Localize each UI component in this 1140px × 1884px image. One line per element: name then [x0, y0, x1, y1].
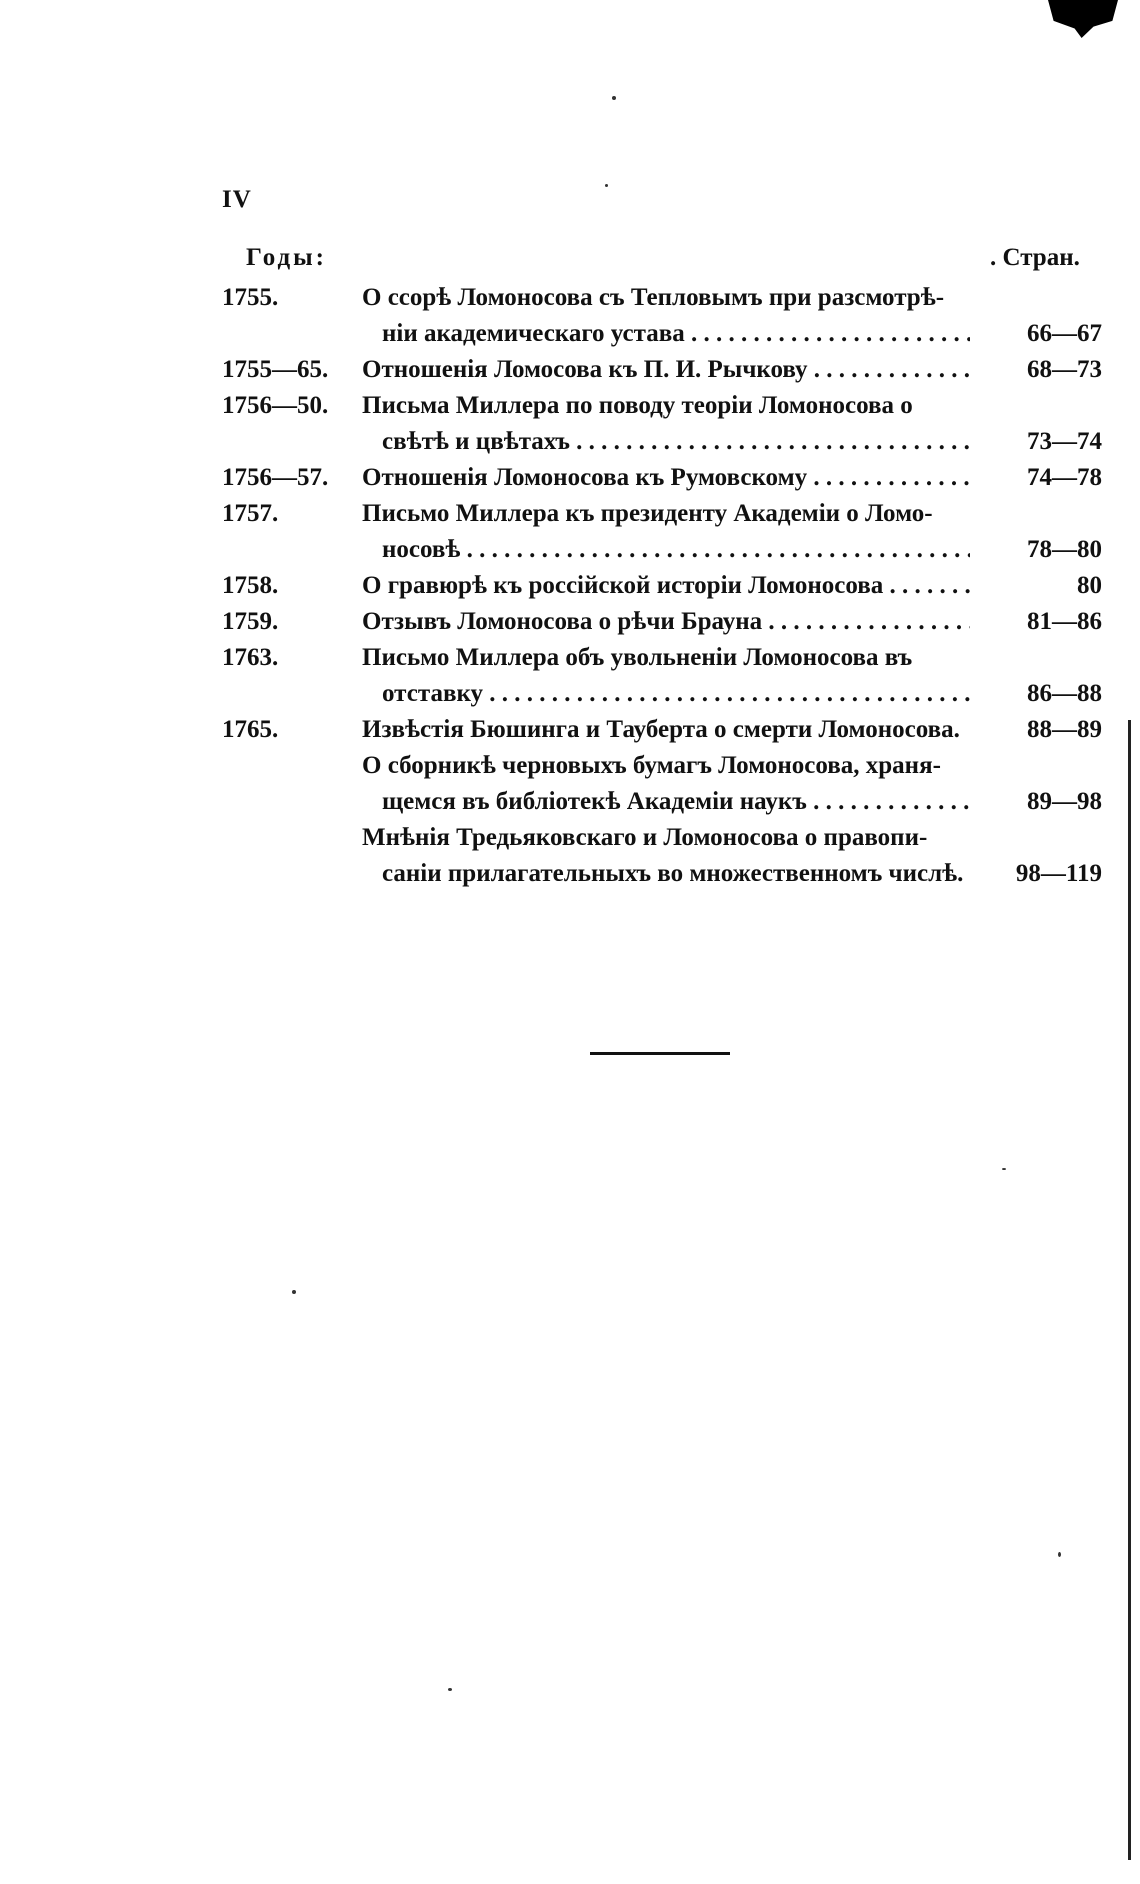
- toc-pages: 78—80: [1027, 536, 1102, 563]
- toc-title: щемся въ библіотекѣ Академіи наукъ . . .: [382, 784, 970, 820]
- toc-year: 1756—50.: [222, 392, 329, 419]
- toc-pages: 86—88: [1027, 680, 1102, 707]
- toc-year: 1755—65.: [222, 356, 329, 383]
- toc-line: [222, 352, 1102, 388]
- toc-line: [222, 856, 1102, 892]
- toc-title: саніи прилагательныхъ во множественномъ числѣ.: [382, 860, 964, 887]
- end-rule: [590, 1052, 730, 1055]
- scan-artifact: [1048, 0, 1118, 38]
- toc-pages: 73—74: [1027, 428, 1102, 455]
- speck: [1002, 1168, 1006, 1170]
- speck: [612, 96, 616, 100]
- toc-line: [222, 532, 1102, 568]
- speck: [448, 1688, 452, 1691]
- toc-year: 1758.: [222, 572, 279, 599]
- toc-title: Отношенія Ломоносова къ Румовскому . . .: [362, 460, 970, 496]
- toc-line: [222, 496, 1102, 532]
- page-number: IV: [222, 186, 252, 213]
- toc-line: [222, 676, 1102, 712]
- toc-year: 1763.: [222, 644, 279, 671]
- toc-year: 1759.: [222, 608, 279, 635]
- toc-pages: 98—119: [1015, 860, 1102, 887]
- toc-year: 1755.: [222, 284, 279, 311]
- toc-year: 1757.: [222, 500, 279, 527]
- toc-line: [222, 604, 1102, 640]
- page-edge-line: [1128, 720, 1131, 1860]
- toc-pages: 66—67: [1027, 320, 1102, 347]
- toc-title: Отношенія Ломосова къ П. И. Рычкову . . .: [362, 352, 970, 388]
- toc-title: Письмо Миллера объ увольненіи Ломоносова въ: [362, 644, 913, 671]
- toc-line: [222, 712, 1102, 748]
- toc-title: отставку . . .: [382, 676, 970, 712]
- table-of-contents: [222, 280, 1102, 892]
- toc-title: Отзывъ Ломоносова о рѣчи Брауна . . .: [362, 604, 970, 640]
- toc-title: Письма Миллера по поводу теоріи Ломоносова о: [362, 392, 913, 419]
- toc-pages: 80: [1077, 572, 1102, 599]
- toc-line: [222, 784, 1102, 820]
- toc-line: [222, 388, 1102, 424]
- toc-line: [222, 280, 1102, 316]
- toc-line: [222, 748, 1102, 784]
- toc-title: О сборникѣ черновыхъ бумагъ Ломоносова, храня-: [362, 752, 941, 779]
- toc-pages: 88—89: [1027, 716, 1102, 743]
- toc-line: [222, 424, 1102, 460]
- toc-line: [222, 568, 1102, 604]
- toc-pages: 74—78: [1027, 464, 1102, 491]
- toc-pages: 81—86: [1027, 608, 1102, 635]
- toc-title: Извѣстія Бюшинга и Тауберта о смерти Ломоносова.: [362, 716, 960, 743]
- toc-title: О ссорѣ Ломоносова съ Тепловымъ при разсмотрѣ-: [362, 284, 945, 311]
- toc-line: [222, 820, 1102, 856]
- toc-line: [222, 640, 1102, 676]
- toc-line: [222, 460, 1102, 496]
- toc-line: [222, 316, 1102, 352]
- toc-pages: 89—98: [1027, 788, 1102, 815]
- column-header-years: Годы:: [246, 244, 327, 271]
- speck: [605, 184, 608, 187]
- speck: [292, 1290, 296, 1294]
- column-header-pages: . Стран.: [990, 244, 1080, 271]
- toc-title: свѣтѣ и цвѣтахъ . . .: [382, 424, 970, 460]
- toc-year: 1765.: [222, 716, 279, 743]
- toc-title: Письмо Миллера къ президенту Академіи о Ломо-: [362, 500, 933, 527]
- toc-title: Мнѣнія Тредьяковскаго и Ломоносова о правопи-: [362, 824, 928, 851]
- toc-title: ніи академическаго устава . . .: [382, 316, 970, 352]
- toc-title: О гравюрѣ къ россійской исторіи Ломоносова . . .: [362, 568, 970, 604]
- toc-title: носовѣ . . .: [382, 532, 970, 568]
- toc-pages: 68—73: [1027, 356, 1102, 383]
- toc-year: 1756—57.: [222, 464, 329, 491]
- speck: [1058, 1552, 1061, 1557]
